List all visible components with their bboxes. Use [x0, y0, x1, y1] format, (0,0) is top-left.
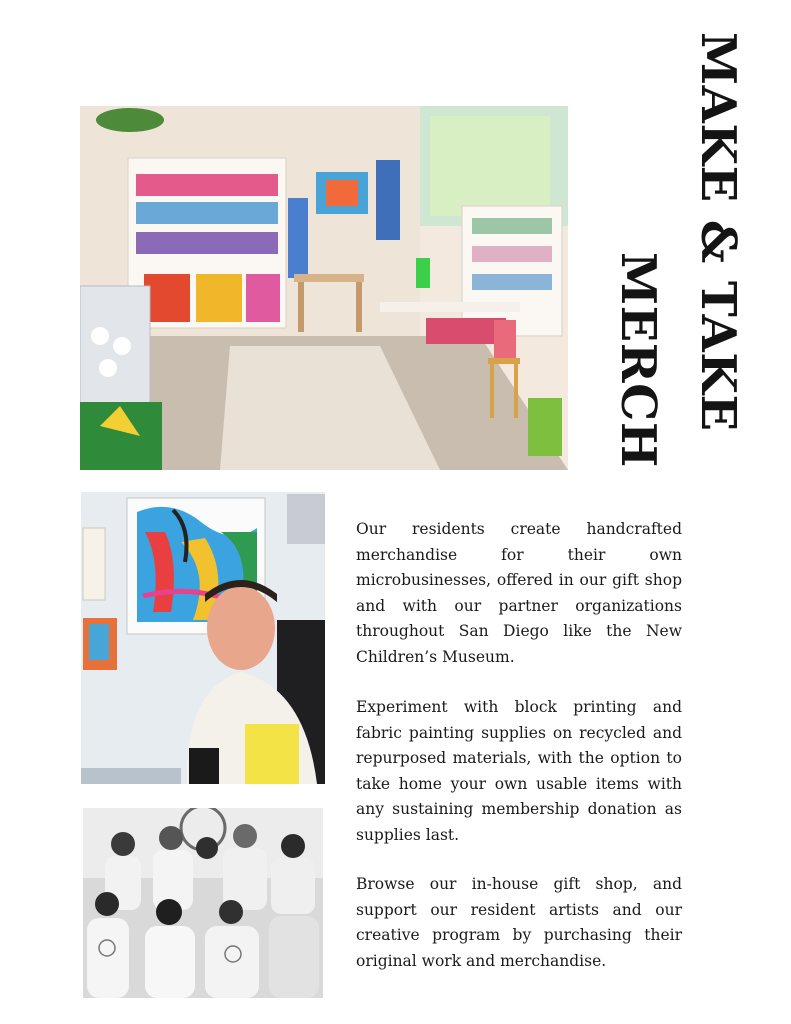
group-photo [83, 808, 323, 998]
gift-shop-photo [80, 106, 568, 470]
workshop-paragraph: Experiment with block printing and fabric painting supplies on recycled and repurposed materials, with the option to take home your own usable items with any sustaining membership donation as supplies last. [356, 698, 682, 844]
page-title-line-1: MAKE & TAKE [690, 32, 746, 432]
intro-paragraph: Our residents create handcrafted merchandise for their own microbusinesses, offered in our gift shop and with our partner organizations throughout San Diego like the New Children’s Museum. [356, 520, 682, 666]
resident-artist-photo [81, 492, 325, 784]
gift-shop-paragraph: Browse our in-house gift shop, and support our resident artists and our creative program by purchasing their original work and merchandise. [356, 875, 682, 970]
page-title-line-2: MERCH [610, 252, 666, 468]
